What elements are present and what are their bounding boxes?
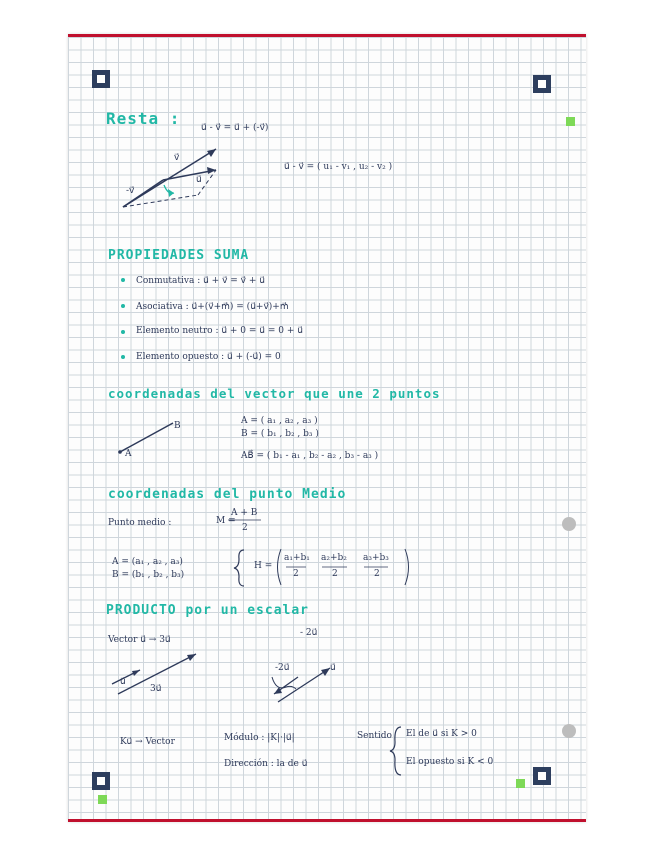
sentido-case-negative: El opuesto si K < 0 (406, 757, 494, 767)
point-a-coords: A = ( a₁ , a₂ , a₃ ) (241, 416, 318, 426)
vector-ab-coords: AB⃗ = ( b₁ - a₁ , b₂ - a₂ , b₃ - a₃ ) (241, 451, 379, 461)
midpoint-denominator: 2 (242, 523, 248, 533)
midpoint-m-label: M = (216, 516, 236, 526)
section-title-propiedades: PROPIEDADES SUMA (108, 248, 250, 263)
bullet-icon (121, 278, 125, 282)
midpoint-a-coords: A = (a₁ , a₂ , a₃) (112, 557, 183, 567)
segment-label-b: B (174, 421, 181, 431)
midpoint-b-coords: B = (b₁ , b₂ , b₃) (112, 570, 185, 580)
vector-label-minus-v: -v⃗ (126, 186, 135, 196)
sentido-case-positive: El de u⃗ si K > 0 (406, 729, 477, 739)
bullet-icon (121, 304, 125, 308)
property-item: Conmutativa : u⃗ + v⃗ = v⃗ + u⃗ (136, 276, 265, 286)
vector-label-u: u⃗ (196, 175, 202, 185)
diagram-label-u-right: u⃗ (330, 663, 336, 673)
section-title-producto: PRODUCTO por un escalar (106, 603, 310, 618)
bullet-icon (121, 355, 125, 359)
fraction-1-den: 2 (293, 569, 299, 579)
segment-label-a: A (125, 449, 132, 459)
bullet-icon (121, 330, 125, 334)
ku-vector-label: Ku⃗ → Vector (120, 737, 175, 747)
binder-hole-icon (562, 724, 576, 738)
sentido-label: Sentido (357, 731, 392, 741)
midpoint-h-label: H = (254, 561, 273, 571)
resta-components: u⃗ - v⃗ = ( u₁ - v₁ , u₂ - v₂ ) (284, 162, 393, 172)
modulo-label: Módulo : |K|·|u⃗| (224, 733, 295, 743)
fraction-2-num: a₂+b₂ (321, 553, 347, 563)
midpoint-numerator: A + B (231, 508, 258, 518)
property-item: Elemento neutro : u⃗ + 0 = u⃗ = 0 + u⃗ (136, 326, 303, 336)
diagram-label-u: u⃗ (120, 677, 126, 687)
punto-medio-label: Punto medio : (108, 518, 172, 528)
resta-formula: u⃗ - v⃗ = u⃗ + (-v⃗) (201, 123, 269, 133)
binder-hole-icon (562, 517, 576, 531)
vector-scaling-line: Vector u⃗ → 3u⃗ (108, 635, 171, 645)
vector-label-v: v⃗ (174, 153, 180, 163)
diagram-label-3u: 3u⃗ (150, 684, 162, 694)
point-b-coords: B = ( b₁ , b₂ , b₃ ) (241, 429, 319, 439)
direccion-label: Dirección : la de u⃗ (224, 759, 308, 769)
property-item: Asociativa : u⃗+(v⃗+m⃗) = (u⃗+v⃗)+m⃗ (136, 302, 289, 312)
section-title-punto-medio: coordenadas del punto Medio (108, 487, 347, 502)
property-item: Elemento opuesto : u⃗ + (-u⃗) = 0 (136, 352, 281, 362)
section-title-coordenadas-vector: coordenadas del vector que une 2 puntos (108, 386, 441, 401)
fraction-3-den: 2 (374, 569, 380, 579)
vector-diagrams (68, 37, 586, 819)
notebook-page (68, 34, 586, 822)
minus-two-u-label: - 2u⃗ (300, 628, 318, 638)
diagram-label-minus-2u: -2u⃗ (275, 663, 290, 673)
fraction-2-den: 2 (332, 569, 338, 579)
fraction-1-num: a₁+b₁ (284, 553, 310, 563)
fraction-3-num: a₃+b₃ (363, 553, 389, 563)
section-title-resta: Resta : (106, 109, 181, 128)
